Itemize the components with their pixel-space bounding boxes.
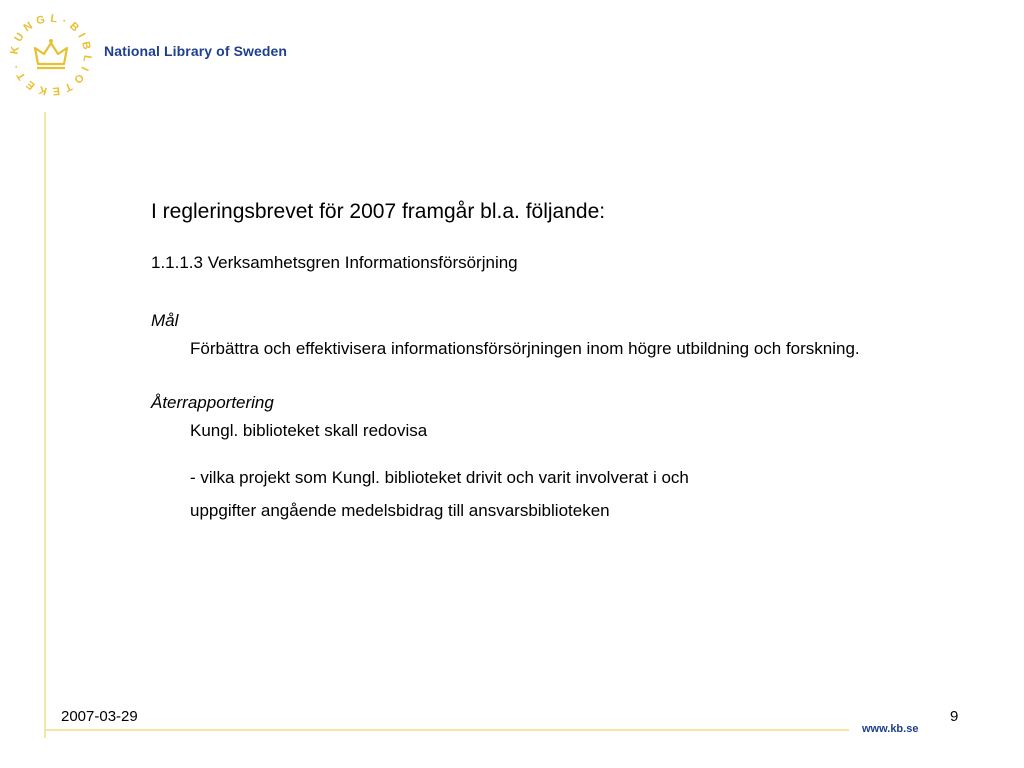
footer-date: 2007-03-29 <box>61 708 138 725</box>
slide-content <box>151 197 971 523</box>
goal-label: Mål <box>151 311 179 330</box>
seal-text: KUNGL·BIBLIOTEKET· <box>8 12 94 98</box>
reporting-item: - vilka projekt som Kungl. biblioteket drivit och varit involverat i och <box>190 468 689 487</box>
footer-rule <box>44 729 849 731</box>
slide-title: I regleringsbrevet för 2007 framgår bl.a. följande: <box>151 200 606 223</box>
reporting-item-continued: uppgifter angående medelsbidrag till ansvarsbiblioteken <box>190 501 610 520</box>
section-heading: 1.1.1.3 Verksamhetsgren Informationsförsörjning <box>151 253 518 272</box>
svg-text:KUNGL·BIBLIOTEKET· <box>9 13 94 98</box>
reporting-intro: Kungl. biblioteket skall redovisa <box>190 421 428 440</box>
organization-name: National Library of Sweden <box>104 43 288 59</box>
reporting-label: Återrapportering <box>151 393 274 412</box>
goal-text: Förbättra och effektivisera informationsförsörjningen inom högre utbildning och forskning. <box>190 339 860 358</box>
page-number: 9 <box>950 708 959 725</box>
website-url: www.kb.se <box>862 723 919 735</box>
vertical-rule <box>44 112 46 738</box>
logo-seal <box>6 10 96 100</box>
crown-seal-icon <box>6 10 96 100</box>
